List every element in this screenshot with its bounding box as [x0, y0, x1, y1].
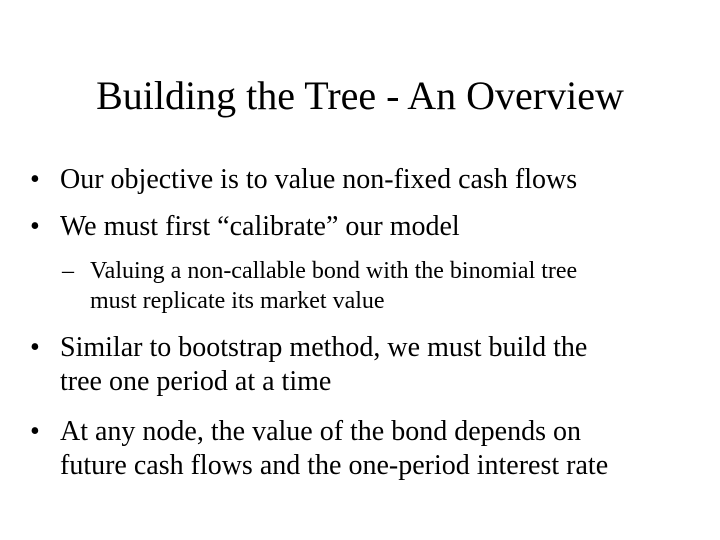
- sub-bullet-marker: –: [62, 258, 74, 284]
- bullet-marker: •: [30, 332, 40, 363]
- bullet-text: [60, 331, 587, 399]
- sub-bullet-text: [90, 256, 577, 316]
- bullet-line: At any node, the value of the bond depends on: [60, 416, 581, 447]
- bullet-marker: •: [30, 164, 40, 195]
- bullet-line: Similar to bootstrap method, we must build the: [60, 332, 588, 363]
- bullet-text: [60, 210, 460, 244]
- bullet-line: Our objective is to value non-fixed cash flows: [60, 164, 578, 195]
- bullet-line: We must first “calibrate” our model: [60, 211, 460, 242]
- bullet-marker: •: [30, 211, 40, 242]
- bullet-line: future cash flows and the one-period interest rate: [60, 450, 609, 481]
- bullet-text: [60, 163, 577, 197]
- sub-bullet-line: Valuing a non-callable bond with the binomial tree: [90, 258, 578, 284]
- slide-title: Building the Tree - An Overview: [96, 73, 624, 118]
- sub-bullet-line: must replicate its market value: [90, 288, 385, 314]
- bullet-text: [60, 415, 608, 483]
- bullet-line: tree one period at a time: [60, 366, 332, 397]
- bullet-marker: •: [30, 416, 40, 447]
